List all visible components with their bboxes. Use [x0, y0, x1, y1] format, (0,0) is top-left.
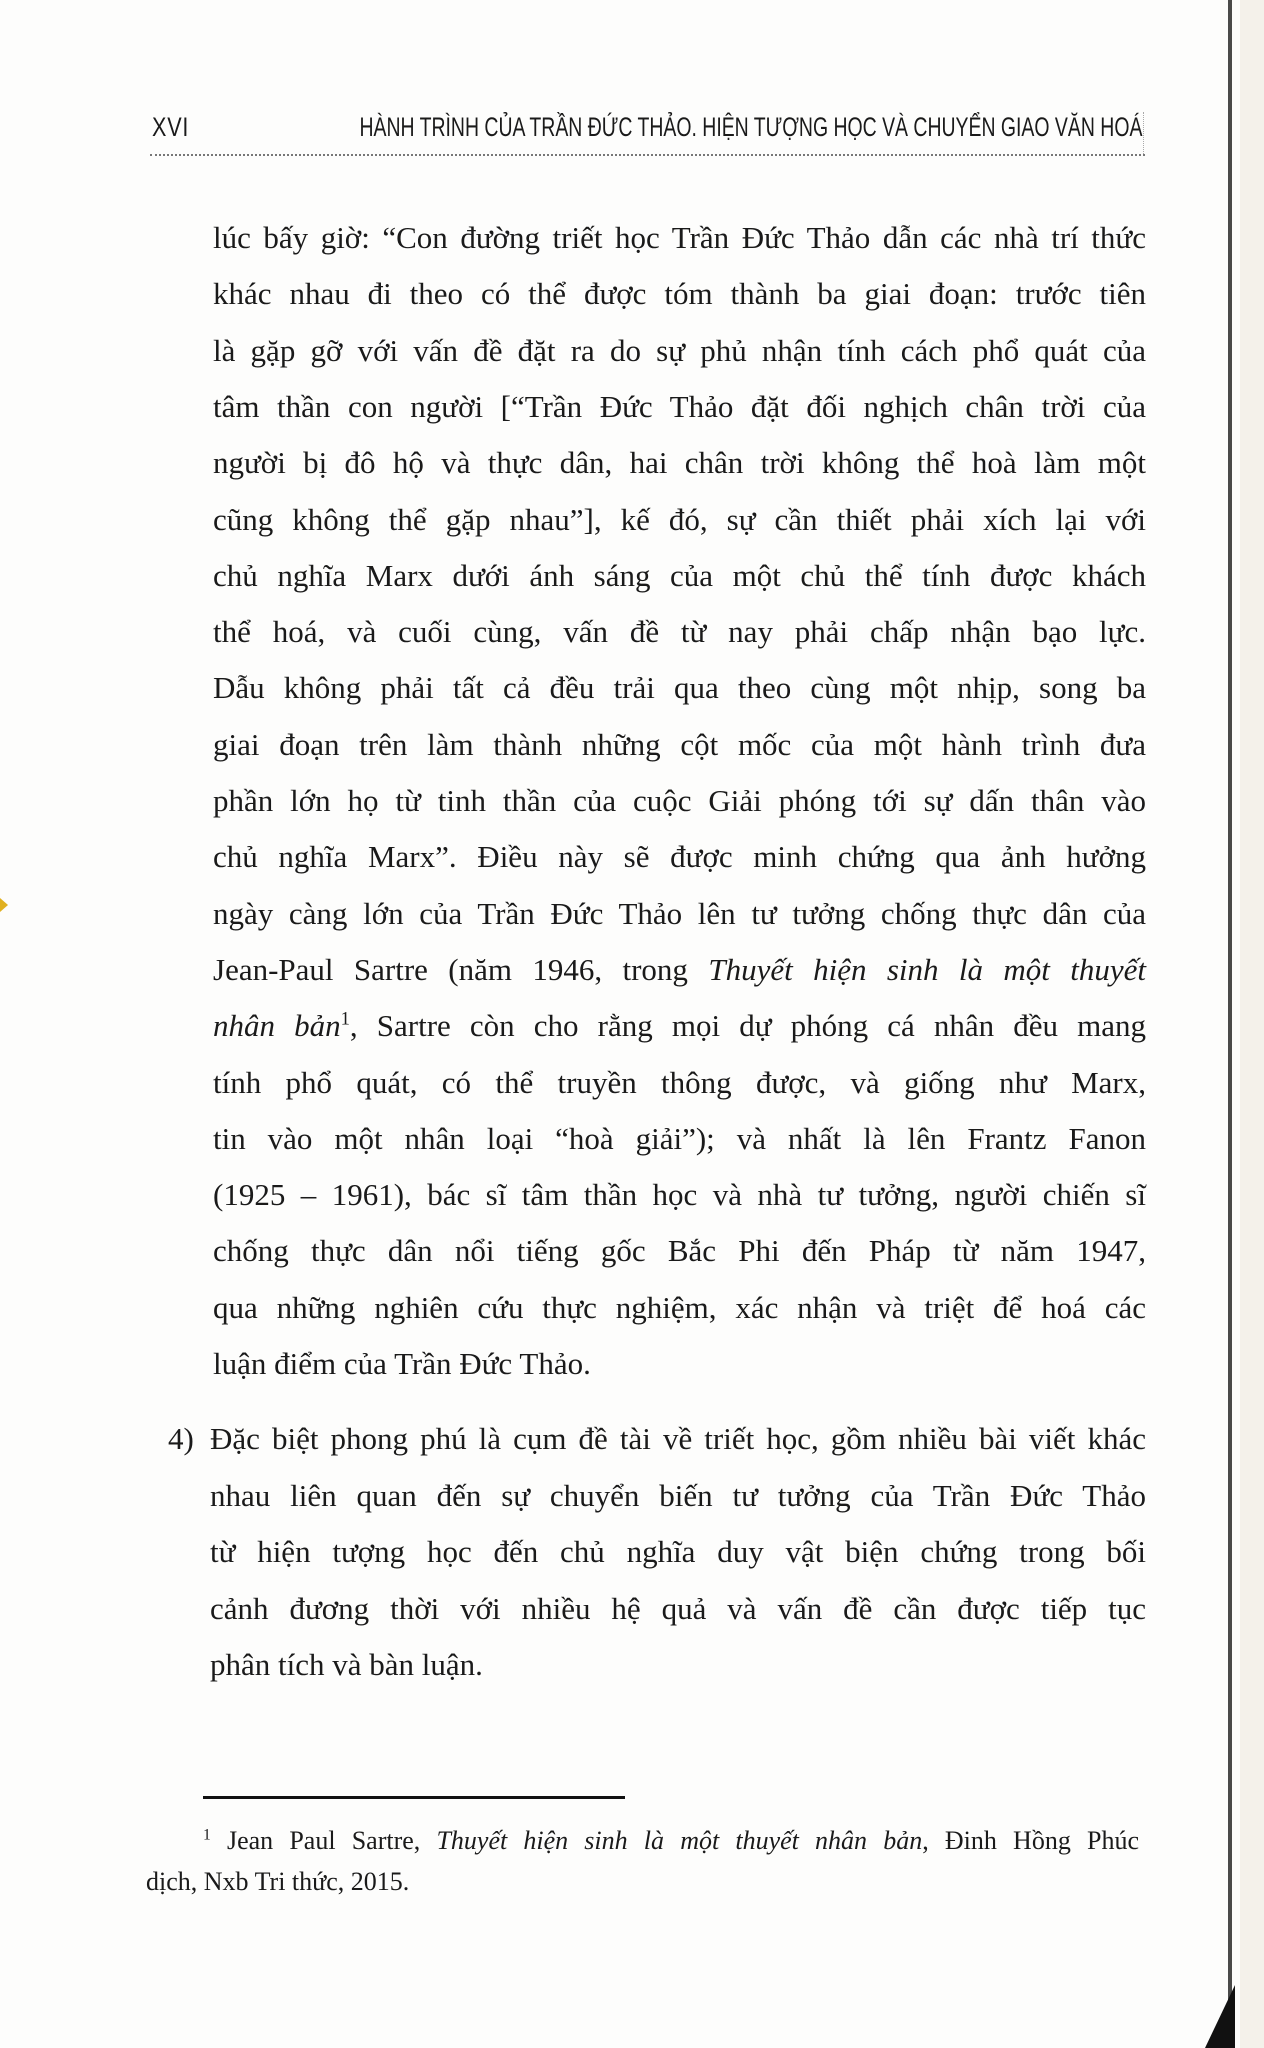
page-gutter [1240, 0, 1264, 2048]
page-marker [0, 898, 8, 912]
text-segment: giai đoạn trên làm thành những cột mốc của một hành trình đưa [213, 726, 1146, 762]
running-title: HÀNH TRÌNH CỦA TRẦN ĐỨC THẢO. HIỆN TƯỢNG HỌC VÀ CHUYỂN GIAO VĂN HOÁ [359, 112, 1142, 142]
page-edge-shadow [1228, 0, 1232, 2048]
running-header [152, 112, 1142, 152]
header-divider [150, 154, 1145, 156]
text-segment: luận điểm của Trần Đức Thảo. [213, 1346, 591, 1381]
text-line [213, 502, 1146, 538]
text-line [213, 1177, 1146, 1213]
text-line [213, 670, 1146, 706]
text-segment: khác nhau đi theo có thể được tóm thành ba giai đoạn: trước tiên [213, 276, 1146, 312]
text-segment: , Sartre còn cho rằng mọi dự phóng cá nhân đều mang [349, 1008, 1147, 1044]
italic-title: nhân bản [213, 1008, 341, 1044]
text-line [213, 1065, 1146, 1101]
text-line [213, 389, 1146, 425]
text-segment: ngày càng lớn của Trần Đức Thảo lên tư tưởng chống thực dân của [213, 895, 1146, 931]
text-segment: tính phổ quát, có thể truyền thông được, và giống như Marx, [213, 1064, 1146, 1100]
text-line [213, 1121, 1146, 1157]
footnote-ref: 1 [203, 1826, 211, 1844]
text-line [210, 1647, 1146, 1683]
text-line [213, 727, 1146, 763]
text-line [213, 445, 1146, 481]
text-line [213, 333, 1146, 369]
text-segment: người bị đô hộ và thực dân, hai chân trời không thể hoà làm một [213, 445, 1146, 481]
italic-title: Thuyết hiện sinh là một thuyết nhân bản [436, 1826, 923, 1855]
text-segment: tâm thần con người [“Trần Đức Thảo đặt đối nghịch chân trời của [213, 388, 1146, 424]
text-segment: qua những nghiên cứu thực nghiệm, xác nhận và triệt để hoá các [213, 1289, 1146, 1325]
text-segment: cũng không thể gặp nhau”], kế đó, sự cần thiết phải xích lại với [213, 501, 1146, 537]
text-segment: thể hoá, và cuối cùng, vấn đề từ nay phải chấp nhận bạo lực. [213, 614, 1146, 650]
text-segment: lúc bấy giờ: “Con đường triết học Trần Đức Thảo dẫn các nhà trí thức [213, 220, 1146, 255]
text-line [213, 614, 1146, 650]
text-segment: , Đinh Hồng Phúc [922, 1826, 1139, 1855]
text-segment: cảnh đương thời với nhiều hệ quả và vấn đề cần được tiếp tục [210, 1590, 1146, 1626]
list-number: 4) [168, 1421, 194, 1456]
text-segment: dịch, Nxb Tri thức, 2015. [146, 1867, 410, 1896]
footnote-ref: 1 [340, 1008, 350, 1030]
text-line [203, 1826, 1139, 1856]
text-line [213, 1008, 1146, 1044]
text-line [210, 1534, 1146, 1570]
text-segment: Đặc biệt phong phú là cụm đề tài về triết học, gồm nhiều bài viết khác [210, 1421, 1146, 1456]
text-line [210, 1591, 1146, 1627]
text-line [213, 952, 1146, 988]
italic-title: Thuyết hiện sinh là một thuyết [708, 951, 1147, 987]
text-segment: Jean Paul Sartre, [210, 1826, 437, 1855]
text-line [213, 558, 1146, 594]
text-line [213, 276, 1146, 312]
text-segment: (1925 – 1961), bác sĩ tâm thần học và nhà tư tưởng, người chiến sĩ [213, 1177, 1146, 1213]
text-segment: phần lớn họ từ tinh thần của cuộc Giải phóng tới sự dấn thân vào [213, 783, 1146, 818]
text-segment: chủ nghĩa Marx”. Điều này sẽ được minh chứng qua ảnh hưởng [213, 839, 1146, 875]
text-segment: nhau liên quan đến sự chuyển biến tư tưởng của Trần Đức Thảo [210, 1477, 1146, 1513]
text-line [210, 1421, 1146, 1457]
text-segment: chống thực dân nổi tiếng gốc Bắc Phi đến Pháp từ năm 1947, [213, 1233, 1146, 1269]
text-line [213, 896, 1146, 932]
text-line [210, 1478, 1146, 1514]
footnote-divider [203, 1796, 625, 1799]
text-line [213, 1233, 1146, 1269]
header-side-rule [1143, 112, 1144, 154]
text-segment: là gặp gỡ với vấn đề đặt ra do sự phủ nhận tính cách phổ quát của [213, 332, 1146, 368]
text-line [213, 1346, 1146, 1382]
text-segment: từ hiện tượng học đến chủ nghĩa duy vật biện chứng trong bối [210, 1534, 1146, 1569]
text-line [213, 1290, 1146, 1326]
text-line [146, 1867, 1139, 1897]
text-line [213, 220, 1146, 256]
text-segment: phân tích và bàn luận. [210, 1647, 483, 1682]
text-segment: tin vào một nhân loại “hoà giải”); và nhất là lên Frantz Fanon [213, 1120, 1146, 1156]
text-segment: chủ nghĩa Marx dưới ánh sáng của một chủ thể tính được khách [213, 557, 1146, 593]
text-line [213, 839, 1146, 875]
text-segment: Dẫu không phải tất cả đều trải qua theo cùng một nhịp, song ba [213, 670, 1146, 706]
text-segment: Jean-Paul Sartre (năm 1946, trong [213, 951, 709, 987]
page-number: XVI [152, 112, 190, 142]
text-line [213, 783, 1146, 819]
